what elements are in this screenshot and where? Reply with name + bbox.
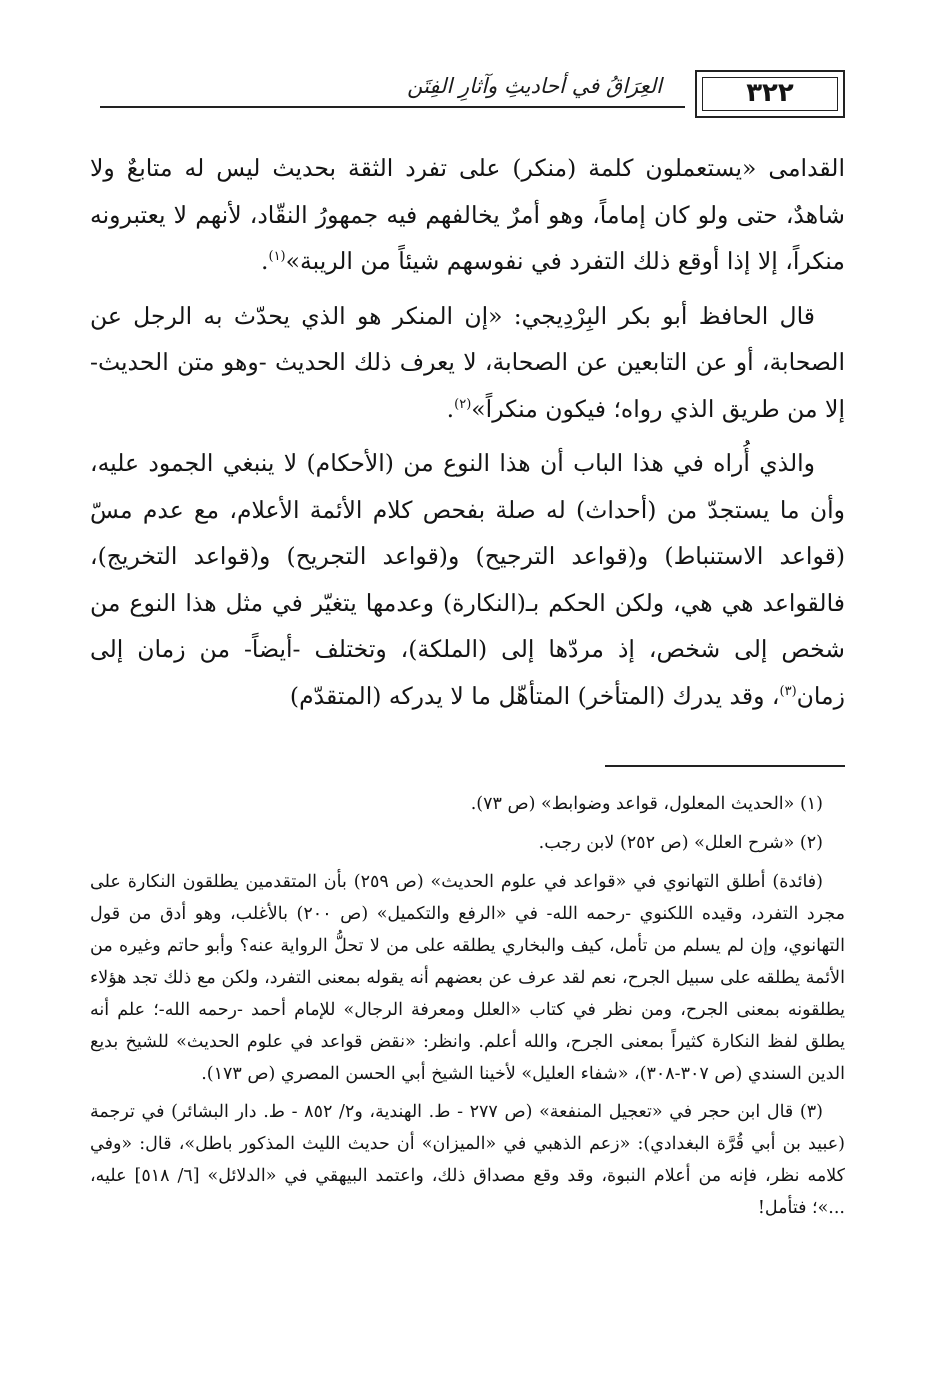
page-number-frame — [695, 70, 845, 118]
paragraph-1-tail: . — [261, 247, 269, 275]
footnote-benefit: (فائدة) أطلق التهانوي في «قواعد في علوم الحديث» (ص ٢٥٩) بأن المتقدمين يطلقون النكارة على مجرد التفرد، وقيده اللكنوي -رحمه الله- في «الرفع والتكميل» (ص ٢٠٠) بالأغلب، وهو أدق من قول التهانوي، وإن لم يسلم من تأمل، كيف والبخاري يطلقه على من لا تحلُّ الرواية عنه؟ وأبو حاتم وغيره من الأئمة يطلقه على سبيل الجرح، نعم لقد عرف عن بعضهم أنه يقوله بمعنى التفرد، ولكن مع ذلك تجد هؤلاء يطلقونه بمعنى الجرح، ومن نظر في كتاب «العلل ومعرفة الرجال» للإمام أحمد -رحمه الله-؛ علم أنه يطلق لفظ النكارة كثيراً بمعنى الجرح، والله أعلم. وانظر: «نقض قواعد في علوم الحديث» للشيخ بديع الدين السندي (ص ٣٠٧-٣٠٨)، «شفاء العليل» لأخينا الشيخ أبي الحسن المصري (ص ١٧٣). — [90, 872, 845, 1084]
page-header — [100, 70, 845, 122]
paragraph-3 — [90, 440, 845, 719]
paragraph-2-tail: . — [446, 394, 455, 423]
paragraph-3-text: والذي أُراه في هذا الباب أن هذا النوع من (الأحكام) لا ينبغي الجمود عليه، وأن ما يستجدّ من (أحداث) له صلة بفحص كلام الأئمة الأعلام، مع عدم مسّ (قواعد الاستنباط) و(قواعد الترجيح) و(قواعد التجريح) و(قواعد التخريج)، فالقواعد هي هي، ولكن الحكم بـ(النكارة) وعدمها يتغيّر في مثل هذا النوع من شخص إلى شخص، إذ مردّها إلى (الملكة)، وتختلف -أيضاً- من زمان إلى زمان — [90, 449, 845, 710]
paragraph-1 — [90, 145, 845, 285]
footnote-separator — [605, 765, 845, 767]
footnote-1: (١) «الحديث المعلول، قواعد وضوابط» (ص ٧٣). — [470, 794, 823, 814]
running-title: العِرَاقُ في أحاديثِ وآثارِ الفِتَن — [399, 74, 670, 98]
footnote-ref-2: (٢) — [454, 396, 472, 412]
footnotes — [90, 788, 845, 1230]
paragraph-2-text: قال الحافظ أبو بكر البِرْدِيجي: «إن المنكر هو الذي يحدّث به الرجل عن الصحابة، أو عن التابعين عن الصحابة، لا يعرف ذلك الحديث -وهو متن الحديث- إلا من طريق الذي رواه؛ فيكون منكراً» — [90, 301, 845, 423]
footnote-ref-3: (٣) — [779, 683, 797, 699]
footnote-2: (٢) «شرح العلل» (ص ٢٥٢) لابن رجب. — [538, 833, 823, 853]
footnote-3: (٣) قال ابن حجر في «تعجيل المنفعة» (ص ٢٧٧ - ط. الهندية، و٢/ ٨٥٢ - ط. دار البشائر) في ترجمة (عبيد بن أبي قُرَّة البغدادي): «زعم الذهبي في «الميزان» أن حديث الليث المذكور باطل»، قال: «وفي كلامه نظر، فإنه من أعلام النبوة، وقد وقع مصداق ذلك، واعتمد البيهقي في «الدلائل» [٦/ ٥١٨] عليه، ...»؛ فتأمل! — [90, 1102, 845, 1218]
main-text — [90, 145, 845, 727]
page-number: ٣٢٢ — [746, 78, 794, 108]
footnote-ref-1: (١) — [268, 249, 286, 265]
paragraph-3-tail: ، وقد يدرك (المتأخر) المتأهّل ما لا يدركه (المتقدّم) — [289, 681, 780, 710]
header-rule — [100, 106, 685, 108]
paragraph-2 — [90, 293, 845, 433]
paragraph-1-text: القدامى «يستعملون كلمة (منكر) على تفرد الثقة بحديث ليس له متابعٌ ولا شاهدٌ، حتى ولو كان إماماً، وهو أمرٌ يخالفهم فيه جمهورُ النقّاد، لأنهم لا يعتبرونه منكراً، إلا إذا أوقع ذلك التفرد في نفوسهم شيئاً من الريبة» — [90, 154, 845, 275]
